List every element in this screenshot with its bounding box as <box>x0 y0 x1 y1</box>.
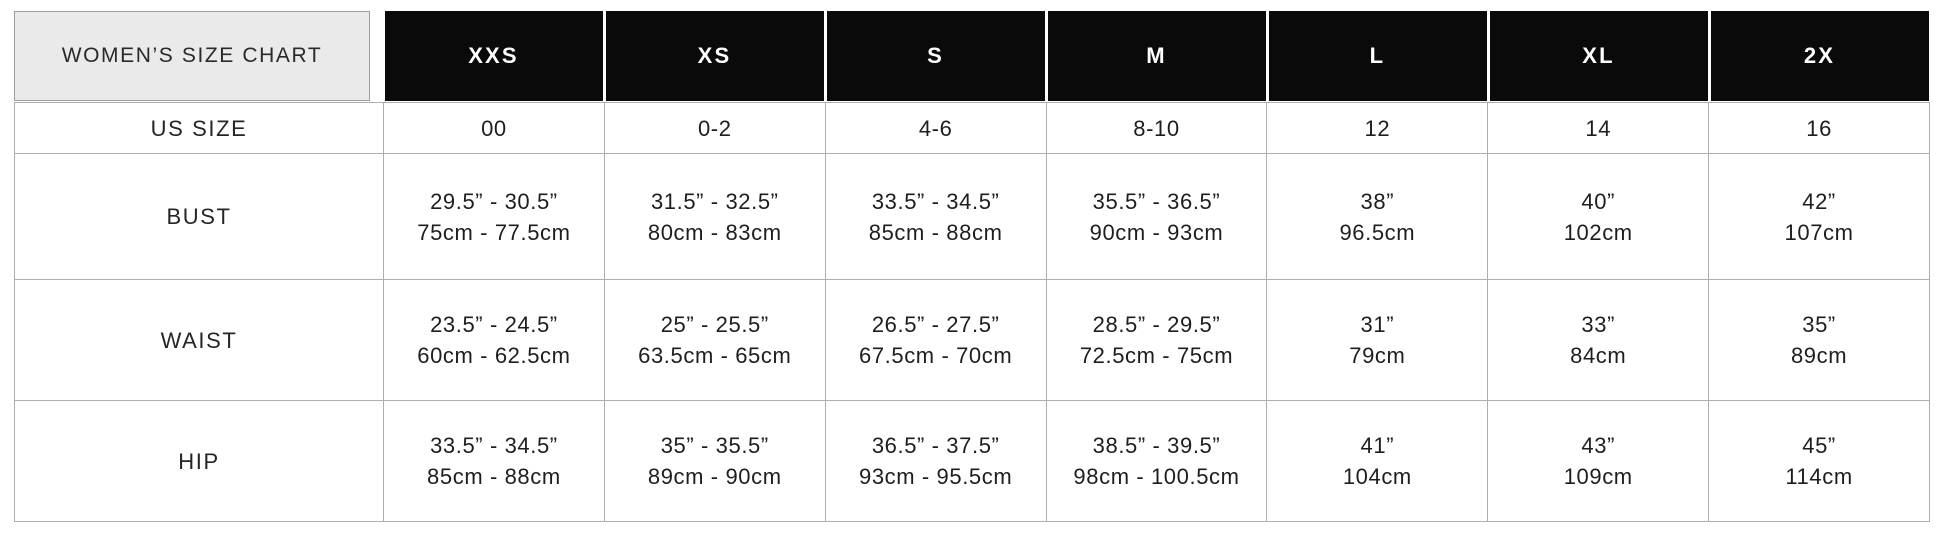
us-size-value: 4-6 <box>918 115 953 141</box>
chart-title-cell <box>14 11 370 101</box>
cm-value: 89cm - 90cm <box>647 464 782 489</box>
row-label-us-size: US SIZE <box>15 103 384 154</box>
size-header-2x <box>1711 11 1929 101</box>
inches-value: 36.5” - 37.5” <box>871 433 1000 458</box>
inches-value: 35.5” - 36.5” <box>1092 188 1221 214</box>
cm-value: 79cm <box>1349 343 1406 368</box>
inches-value: 38” <box>1360 188 1395 214</box>
cm-value: 96.5cm <box>1339 219 1416 245</box>
inches-value: 41” <box>1360 433 1395 458</box>
waist-cell <box>1488 280 1709 401</box>
bust-cell <box>1267 154 1488 280</box>
cm-value: 98cm - 100.5cm <box>1073 464 1240 489</box>
cm-value: 80cm - 83cm <box>647 219 782 245</box>
us-size-cell <box>1047 103 1268 154</box>
waist-cell <box>1267 280 1488 401</box>
inches-value: 42” <box>1802 188 1836 214</box>
inches-value: 38.5” - 39.5” <box>1092 433 1221 458</box>
size-label: M <box>1146 43 1167 68</box>
bust-cell <box>826 154 1047 280</box>
inches-value: 43” <box>1581 433 1616 458</box>
cm-value: 104cm <box>1342 464 1412 489</box>
cm-value: 84cm <box>1570 343 1627 368</box>
bust-cell <box>605 154 826 280</box>
us-size-cell <box>605 103 826 154</box>
inches-value: 28.5” - 29.5” <box>1092 312 1221 337</box>
cm-value: 67.5cm - 70cm <box>858 343 1013 368</box>
inches-value: 31” <box>1360 312 1395 337</box>
cm-value: 75cm - 77.5cm <box>417 219 571 245</box>
cm-value: 90cm - 93cm <box>1089 219 1224 245</box>
size-label: 2X <box>1803 43 1836 68</box>
us-size-cell <box>826 103 1047 154</box>
row-label-bust: BUST <box>15 154 384 280</box>
cm-value: 63.5cm - 65cm <box>638 343 792 368</box>
size-label: S <box>927 43 944 68</box>
cm-value: 107cm <box>1784 219 1854 245</box>
inches-value: 33.5” - 34.5” <box>430 433 558 458</box>
us-size-cell <box>1709 103 1930 154</box>
hip-cell <box>1709 401 1930 522</box>
waist-cell <box>605 280 826 401</box>
waist-cell <box>384 280 605 401</box>
hip-cell <box>605 401 826 522</box>
size-header-s <box>827 11 1045 101</box>
us-size-value: 8-10 <box>1133 115 1180 141</box>
inches-value: 45” <box>1802 433 1836 458</box>
bust-cell <box>384 154 605 280</box>
size-chart-body <box>14 102 1930 522</box>
inches-value: 35” - 35.5” <box>660 433 769 458</box>
cm-value: 72.5cm - 75cm <box>1079 343 1234 368</box>
cm-value: 102cm <box>1563 219 1633 245</box>
inches-value: 35” <box>1802 312 1836 337</box>
hip-cell <box>1488 401 1709 522</box>
inches-value: 31.5” - 32.5” <box>650 188 779 214</box>
inches-value: 29.5” - 30.5” <box>430 188 558 214</box>
inches-value: 26.5” - 27.5” <box>871 312 1000 337</box>
us-size-value: 00 <box>481 115 507 141</box>
size-label: XXS <box>468 43 519 68</box>
cm-value: 89cm <box>1790 343 1848 368</box>
chart-title: WOMEN’S SIZE CHART <box>61 44 323 67</box>
cm-value: 93cm - 95.5cm <box>858 464 1013 489</box>
size-chart-header-row <box>14 11 1930 101</box>
bust-cell <box>1047 154 1268 280</box>
hip-cell <box>1047 401 1268 522</box>
womens-size-chart <box>14 11 1930 522</box>
size-label: XS <box>697 43 732 68</box>
bust-cell <box>1488 154 1709 280</box>
inches-value: 33” <box>1581 312 1616 337</box>
size-header-l <box>1269 11 1487 101</box>
inches-value: 33.5” - 34.5” <box>871 188 1000 214</box>
us-size-value: 12 <box>1364 115 1391 141</box>
cm-value: 109cm <box>1563 464 1633 489</box>
row-label-hip: HIP <box>15 401 384 522</box>
us-size-cell <box>384 103 605 154</box>
hip-cell <box>384 401 605 522</box>
cm-value: 114cm <box>1785 464 1853 489</box>
bust-cell <box>1709 154 1930 280</box>
cm-value: 85cm - 88cm <box>427 464 561 489</box>
size-header-xl <box>1490 11 1708 101</box>
us-size-value: 14 <box>1585 115 1612 141</box>
size-header-m <box>1048 11 1266 101</box>
row-label-waist: WAIST <box>15 280 384 401</box>
inches-value: 23.5” - 24.5” <box>430 312 558 337</box>
size-header-xxs <box>385 11 603 101</box>
inches-value: 25” - 25.5” <box>660 312 769 337</box>
hip-cell <box>1267 401 1488 522</box>
us-size-value: 16 <box>1806 115 1832 141</box>
size-label: L <box>1369 43 1386 68</box>
waist-cell <box>1047 280 1268 401</box>
size-header-xs <box>606 11 824 101</box>
cm-value: 60cm - 62.5cm <box>417 343 571 368</box>
us-size-cell <box>1267 103 1488 154</box>
inches-value: 40” <box>1581 188 1616 214</box>
us-size-cell <box>1488 103 1709 154</box>
waist-cell <box>1709 280 1930 401</box>
waist-cell <box>826 280 1047 401</box>
size-label: XL <box>1582 43 1615 68</box>
cm-value: 85cm - 88cm <box>868 219 1003 245</box>
hip-cell <box>826 401 1047 522</box>
us-size-value: 0-2 <box>697 115 732 141</box>
